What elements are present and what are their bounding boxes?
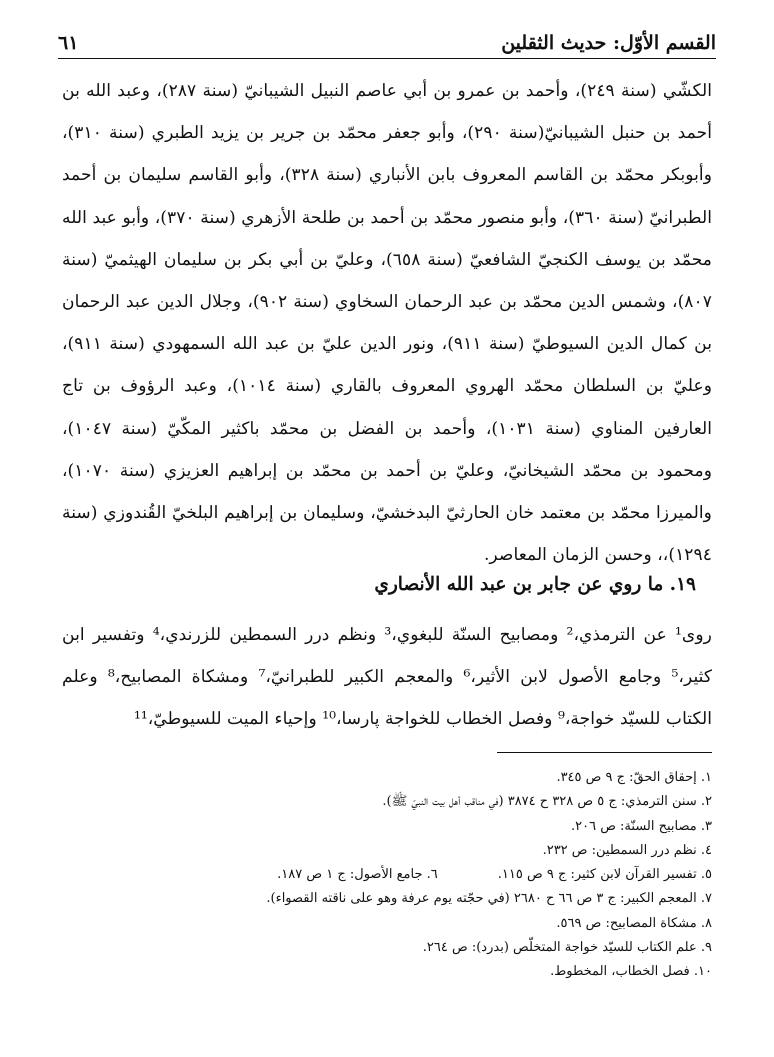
footnote-row — [60, 863, 712, 887]
footnote-10: ١٠. فصل الخطاب، المخطوط. — [550, 964, 712, 980]
main-paragraph — [62, 70, 712, 576]
footnote-1: ١. إحقاق الحقّ: ج ٩ ص ٣٤٥. — [556, 770, 712, 785]
footnote-8: ٨. مشكاة المصابيح: ص ٥٦٩. — [556, 915, 712, 931]
footnote-5: ٥. تفسير القرآن لابن كثير: ج ٩ ص ١١٥. — [497, 867, 712, 883]
page-header — [58, 24, 716, 59]
running-title: القسم الأوّل: حديث الثقلين — [501, 32, 716, 54]
section-heading: ١٩. ما روي عن جابر بن عبد الله الأنصاري — [374, 574, 696, 595]
page-number: ٦١ — [58, 32, 79, 54]
footnote-9: ٩. علم الكتاب للسيّد خواجة المتخلّص (بدرد): ص ٢٦٤. — [422, 940, 712, 956]
paragraph-text: الكشّي (سنة ٢٤٩)، وأحمد بن عمرو بن أبي عاصم النبيل الشيبانيّ (سنة ٢٨٧)، وعبد الله بن أحمد بن حنبل الشيبانيّ(سنة ٢٩٠)، وأبو جعفر محمّد بن جرير بن يزيد الطبري (سنة ٣١٠)، وأبوبكر محمّد بن القاسم المعروف بابن الأنباري (سنة ٣٢٨)، وأبو القاسم سليمان بن أحمد الطبرانيّ (سنة ٣٦٠)، وأبو منصور محمّد بن أحمد بن طلحة الأزهري (سنة ٣٧٠)، وأبو عبد الله محمّد بن يوسف الكنجيّ الشافعيّ (سنة ٦٥٨)، وعليّ بن أبي بكر بن سليمان الهيثميّ (سنة ٨٠٧)، وشمس الدين محمّد بن عبد الرحمان السخاوي (سنة ٩٠٢)، وجلال الدين عبد الرحمان بن كمال الدين السيوطيّ (سنة ٩١١)، ونور الدين عليّ بن عبد الله السمهودي (سنة ٩١١)، وعليّ بن السلطان محمّد الهروي المعروف بالقاري (سنة ١٠١٤)، وعبد الرؤوف بن تاج العارفين المناوي (سنة ١٠٣١)، وأحمد بن الفضل بن محمّد باكثير المكّيّ (سنة ١٠٤٧)، ومحمود بن محمّد الشيخانيّ، وعليّ بن أحمد بن محمّد بن إبراهيم العزيزي (سنة ١٠٧٠)، والميرزا محمّد بن معتمد خان الحارثيّ البدخشيّ، وسليمان بن إبراهيم البلخيّ القُندوزي (سنة ١٢٩٤)،، وحسن الزمان المعاصر. — [62, 81, 713, 566]
footnote-separator — [497, 752, 712, 753]
section-text: روى¹ عن الترمذي،² ومصابيح السنّة للبغوي،³ ونظم درر السمطين للزرندي،⁴ وتفسير ابن كثير،⁵ وجامع الأصول لابن الأثير،⁶ والمعجم الكبير للطبرانيّ،⁷ ومشكاة المصابيح،⁸ وعلم الكتاب للسيّد خواجة،⁹ وفصل الخطاب للخواجة پارسا،¹⁰ وإحياء الميت للسيوطيّ،¹¹ — [62, 625, 713, 730]
footnote-6: ٦. جامع الأصول: ج ١ ص ١٨٧. — [277, 867, 438, 883]
footnotes — [60, 766, 712, 985]
footnote-2: ٢. سنن الترمذي: ج ٥ ص ٣٢٨ ح ٣٨٧٤ (في مناقب أهل بيت النبيّ ﷺ). — [382, 794, 712, 810]
footnote-7: ٧. المعجم الكبير: ج ٣ ص ٦٦ ح ٢٦٨٠ (في حجّته يوم عرفة وهو على ناقته القصواء). — [266, 891, 712, 907]
section-body — [62, 614, 712, 741]
footnote-4: ٤. نظم درر السمطين: ص ٢٣٢. — [542, 842, 712, 858]
footnote-3: ٣. مصابيح السنّة: ص ٢٠٦. — [570, 818, 712, 834]
